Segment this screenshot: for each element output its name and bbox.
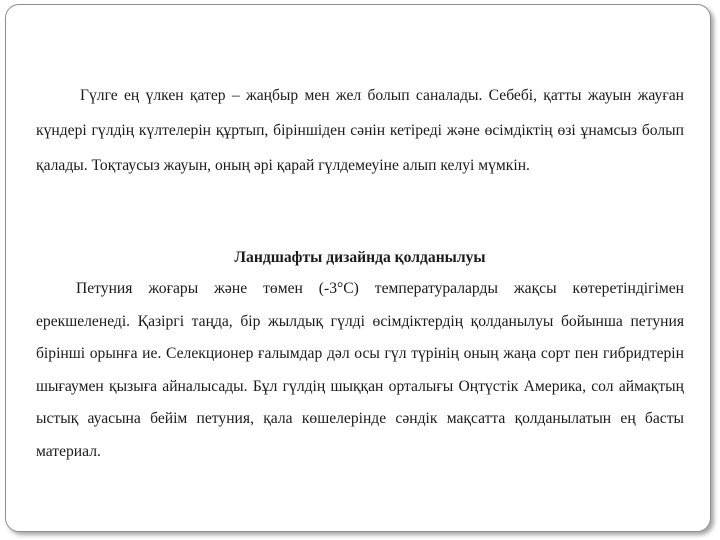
paragraph-landscape-use: Петуния жоғары және төмен (-3°С) температураларды жақсы көтеретіндігімен ерекшеленеді. Қазіргі таңда, бір жылдық гүлді өсімдіктердің қолданылуы бойынша петуния бірінші орынға ие. Селекционер ғалымдар дәл осы гүл түрінің оның жаңа сорт пен гибридтерін шығаумен қызыға айналысады. Бұл гүлдің шыққан орталығы Оңтүстік Америка, сол аймақтың ыстық ауасына бейім петуния, қала көшелерінде сәндік мақсатта қолданылатын ең басты материал.: [36, 280, 684, 460]
paragraph-weather-threat: Гүлге ең үлкен қатер – жаңбыр мен жел болып саналады. Себебі, қатты жауын жауған күндері гүлдің күлтелерін құртып, біріншіден сәнін кетіреді және өсімдіктің өзі ұнамсыз болып қалады. Тоқтаусыз жауын, оның әрі қарай гүлдемеуіне алып келуі мүмкін.: [36, 87, 684, 174]
slide-frame: [5, 4, 711, 532]
section-heading: Ландшафты дизайнда қолданылуы: [234, 249, 486, 266]
